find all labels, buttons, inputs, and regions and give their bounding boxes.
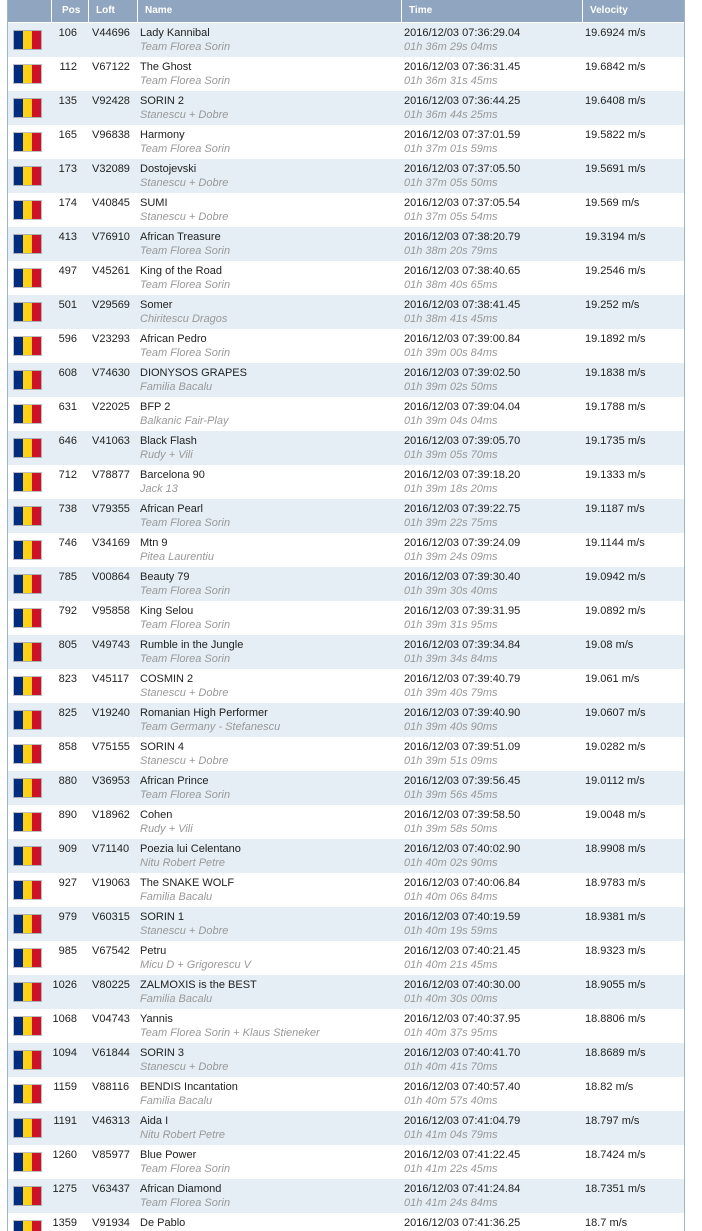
owner-name: Familia Bacalu: [140, 891, 213, 903]
position-cell: 890: [58, 809, 77, 821]
table-row[interactable]: [8, 1145, 684, 1180]
velocity-cell: 18.9381 m/s: [585, 911, 646, 923]
loft-cell: V46313: [92, 1115, 130, 1127]
header-divider: [401, 0, 402, 22]
flight-duration: 01h 39m 40s 79ms: [404, 687, 498, 699]
results-table: [7, 0, 685, 1231]
position-cell: 135: [58, 95, 77, 107]
loft-cell: V92428: [92, 95, 130, 107]
pigeon-name[interactable]: Somer: [140, 299, 173, 311]
owner-name: Familia Bacalu: [140, 1095, 213, 1107]
velocity-cell: 19.1838 m/s: [585, 367, 646, 379]
table-row[interactable]: [8, 125, 684, 160]
pigeon-name[interactable]: SORIN 4: [140, 741, 185, 753]
owner-name: Stanescu + Dobre: [140, 755, 229, 767]
arrival-time: 2016/12/03 07:39:31.95: [404, 605, 521, 617]
pigeon-name[interactable]: The Ghost: [140, 61, 192, 73]
position-cell: 646: [58, 435, 77, 447]
flight-duration: 01h 36m 29s 04ms: [404, 41, 498, 53]
owner-name: Balkanic Fair-Play: [140, 415, 229, 427]
pigeon-name[interactable]: Beauty 79: [140, 571, 190, 583]
owner-name: Team Florea Sorin: [140, 1197, 231, 1209]
position-cell: 1359: [52, 1217, 77, 1229]
arrival-time: 2016/12/03 07:39:05.70: [404, 435, 521, 447]
table-row[interactable]: [8, 533, 684, 568]
header-name[interactable]: Name: [145, 5, 173, 16]
loft-cell: V74630: [92, 367, 130, 379]
table-row[interactable]: [8, 737, 684, 772]
table-row[interactable]: [8, 23, 684, 58]
pigeon-name[interactable]: BFP 2: [140, 401, 171, 413]
header-divider: [137, 0, 138, 22]
arrival-time: 2016/12/03 07:39:40.90: [404, 707, 521, 719]
position-cell: 165: [58, 129, 77, 141]
table-row[interactable]: [8, 771, 684, 806]
flight-duration: 01h 39m 22s 75ms: [404, 517, 498, 529]
position-cell: 738: [58, 503, 77, 515]
loft-cell: V78877: [92, 469, 130, 481]
velocity-cell: 19.0282 m/s: [585, 741, 646, 753]
position-cell: 1094: [52, 1047, 77, 1059]
table-row[interactable]: [8, 261, 684, 296]
owner-name: Team Florea Sorin: [140, 517, 231, 529]
arrival-time: 2016/12/03 07:36:29.04: [404, 27, 521, 39]
loft-cell: V34169: [92, 537, 130, 549]
loft-cell: V80225: [92, 979, 130, 991]
loft-cell: V41063: [92, 435, 130, 447]
flight-duration: 01h 41m 24s 84ms: [404, 1197, 498, 1209]
table-row[interactable]: [8, 295, 684, 330]
velocity-cell: 19.0112 m/s: [585, 775, 645, 787]
header-divider: [582, 0, 583, 22]
arrival-time: 2016/12/03 07:37:05.54: [404, 197, 521, 209]
pigeon-name[interactable]: Black Flash: [140, 435, 197, 447]
loft-cell: V22025: [92, 401, 130, 413]
flight-duration: 01h 36m 44s 25ms: [404, 109, 498, 121]
velocity-cell: 18.82 m/s: [585, 1081, 634, 1093]
position-cell: 1159: [53, 1081, 77, 1093]
velocity-cell: 19.1735 m/s: [585, 435, 646, 447]
position-cell: 501: [58, 299, 77, 311]
arrival-time: 2016/12/03 07:39:00.84: [404, 333, 521, 345]
position-cell: 1026: [52, 979, 77, 991]
owner-name: Stanescu + Dobre: [140, 109, 229, 121]
arrival-time: 2016/12/03 07:37:01.59: [404, 129, 521, 141]
position-cell: 596: [58, 333, 77, 345]
flight-duration: 01h 41m 04s 79ms: [404, 1129, 498, 1141]
owner-name: Rudy + Vili: [140, 823, 193, 835]
arrival-time: 2016/12/03 07:39:18.20: [404, 469, 521, 481]
table-row[interactable]: [8, 91, 684, 126]
position-cell: 173: [58, 163, 77, 175]
position-cell: 106: [58, 27, 77, 39]
loft-cell: V04743: [92, 1013, 130, 1025]
owner-name: Team Germany - Stefanescu: [140, 721, 281, 733]
arrival-time: 2016/12/03 07:40:19.59: [404, 911, 521, 923]
flight-duration: 01h 39m 51s 09ms: [404, 755, 498, 767]
flight-duration: 01h 39m 56s 45ms: [404, 789, 498, 801]
owner-name: Chiritescu Dragos: [140, 313, 228, 325]
table-row[interactable]: [8, 975, 684, 1010]
loft-cell: V67542: [92, 945, 130, 957]
position-cell: 979: [58, 911, 77, 923]
loft-cell: V61844: [92, 1047, 130, 1059]
pigeon-name[interactable]: Petru: [140, 945, 167, 957]
owner-name: Micu D + Grigorescu V: [140, 959, 251, 971]
owner-name: Team Florea Sorin + Klaus Stieneker: [140, 1027, 320, 1039]
table-row[interactable]: [8, 601, 684, 636]
position-cell: 497: [58, 265, 77, 277]
flight-duration: 01h 39m 34s 84ms: [404, 653, 498, 665]
loft-cell: V96838: [92, 129, 130, 141]
arrival-time: 2016/12/03 07:37:05.50: [404, 163, 521, 175]
arrival-time: 2016/12/03 07:40:21.45: [404, 945, 521, 957]
position-cell: 985: [58, 945, 77, 957]
flight-duration: 01h 39m 31s 95ms: [404, 619, 498, 631]
flight-duration: 01h 39m 04s 04ms: [404, 415, 498, 427]
loft-cell: V85977: [92, 1149, 130, 1161]
loft-cell: V67122: [92, 61, 130, 73]
pigeon-name[interactable]: Poezia lui Celentano: [140, 843, 241, 855]
velocity-cell: 19.08 m/s: [585, 639, 634, 651]
pigeon-name[interactable]: Romanian High Performer: [140, 707, 268, 719]
pigeon-name[interactable]: Aida I: [140, 1115, 169, 1127]
owner-name: Team Florea Sorin: [140, 585, 231, 597]
flight-duration: 01h 40m 21s 45ms: [404, 959, 498, 971]
table-row[interactable]: [8, 227, 684, 262]
pigeon-name[interactable]: King Selou: [140, 605, 194, 617]
table-row[interactable]: [8, 1111, 684, 1146]
header-divider: [88, 0, 89, 22]
owner-name: Team Florea Sorin: [140, 789, 231, 801]
velocity-cell: 19.0892 m/s: [585, 605, 646, 617]
flight-duration: 01h 40m 02s 90ms: [404, 857, 498, 869]
velocity-cell: 18.797 m/s: [585, 1115, 640, 1127]
table-row[interactable]: [8, 635, 684, 670]
table-row[interactable]: [8, 397, 684, 432]
owner-name: Stanescu + Dobre: [140, 1061, 229, 1073]
position-cell: 792: [58, 605, 77, 617]
pigeon-name[interactable]: SORIN 1: [140, 911, 185, 923]
table-row[interactable]: [8, 839, 684, 874]
arrival-time: 2016/12/03 07:39:02.50: [404, 367, 521, 379]
loft-cell: V75155: [92, 741, 130, 753]
position-cell: 174: [58, 197, 77, 209]
flight-duration: 01h 39m 05s 70ms: [404, 449, 498, 461]
velocity-cell: 19.5822 m/s: [585, 129, 646, 141]
header-pos[interactable]: Pos: [62, 5, 81, 16]
owner-name: Stanescu + Dobre: [140, 211, 229, 223]
flight-duration: 01h 36m 31s 45ms: [404, 75, 498, 87]
flight-duration: 01h 40m 37s 95ms: [404, 1027, 498, 1039]
owner-name: Stanescu + Dobre: [140, 687, 229, 699]
loft-cell: V60315: [92, 911, 130, 923]
pigeon-name[interactable]: ZALMOXIS is the BEST: [140, 979, 257, 991]
table-row[interactable]: [8, 57, 684, 92]
velocity-cell: 19.061 m/s: [585, 673, 640, 685]
arrival-time: 2016/12/03 07:41:04.79: [404, 1115, 521, 1127]
arrival-time: 2016/12/03 07:41:36.25: [404, 1217, 521, 1229]
owner-name: Familia Bacalu: [140, 381, 213, 393]
flight-duration: 01h 37m 05s 50ms: [404, 177, 498, 189]
position-cell: 1068: [52, 1013, 77, 1025]
position-cell: 413: [58, 231, 77, 243]
velocity-cell: 19.6842 m/s: [585, 61, 646, 73]
loft-cell: V29569: [92, 299, 130, 311]
owner-name: Stanescu + Dobre: [140, 925, 229, 937]
flight-duration: 01h 37m 05s 54ms: [404, 211, 498, 223]
position-cell: 608: [58, 367, 77, 379]
loft-cell: V45117: [92, 673, 130, 685]
velocity-cell: 19.2546 m/s: [585, 265, 646, 277]
header-loft[interactable]: Loft: [96, 5, 115, 16]
velocity-cell: 18.9055 m/s: [585, 979, 646, 991]
header-velocity[interactable]: Velocity: [590, 5, 628, 16]
position-cell: 746: [58, 537, 77, 549]
velocity-cell: 19.3194 m/s: [585, 231, 646, 243]
owner-name: Familia Bacalu: [140, 993, 213, 1005]
velocity-cell: 18.7424 m/s: [585, 1149, 646, 1161]
arrival-time: 2016/12/03 07:38:40.65: [404, 265, 521, 277]
loft-cell: V91934: [92, 1217, 130, 1229]
arrival-time: 2016/12/03 07:38:41.45: [404, 299, 521, 311]
loft-cell: V49743: [92, 639, 130, 651]
pigeon-name[interactable]: Yannis: [140, 1013, 173, 1025]
table-row[interactable]: [8, 431, 684, 466]
pigeon-name[interactable]: COSMIN 2: [140, 673, 194, 685]
flight-duration: 01h 39m 58s 50ms: [404, 823, 498, 835]
loft-cell: V76910: [92, 231, 130, 243]
arrival-time: 2016/12/03 07:40:02.90: [404, 843, 521, 855]
velocity-cell: 18.9908 m/s: [585, 843, 646, 855]
position-cell: 785: [58, 571, 77, 583]
pigeon-name[interactable]: African Treasure: [140, 231, 221, 243]
velocity-cell: 19.6408 m/s: [585, 95, 646, 107]
arrival-time: 2016/12/03 07:40:37.95: [404, 1013, 521, 1025]
loft-cell: V79355: [92, 503, 130, 515]
flight-duration: 01h 40m 19s 59ms: [404, 925, 498, 937]
table-row[interactable]: [8, 873, 684, 908]
velocity-cell: 19.0607 m/s: [585, 707, 646, 719]
owner-name: Team Florea Sorin: [140, 41, 231, 53]
flight-duration: 01h 39m 18s 20ms: [404, 483, 498, 495]
table-row[interactable]: [8, 703, 684, 738]
velocity-cell: 19.1788 m/s: [585, 401, 646, 413]
loft-cell: V44696: [92, 27, 130, 39]
loft-cell: V32089: [92, 163, 130, 175]
pigeon-name[interactable]: African Pearl: [140, 503, 203, 515]
owner-name: Team Florea Sorin: [140, 245, 231, 257]
loft-cell: V40845: [92, 197, 130, 209]
pigeon-name[interactable]: Dostojevski: [140, 163, 197, 175]
loft-cell: V45261: [92, 265, 130, 277]
flight-duration: 01h 39m 24s 09ms: [404, 551, 498, 563]
position-cell: 712: [58, 469, 77, 481]
owner-name: Team Florea Sorin: [140, 75, 231, 87]
flight-duration: 01h 40m 06s 84ms: [404, 891, 498, 903]
table-row[interactable]: [8, 805, 684, 840]
arrival-time: 2016/12/03 07:38:20.79: [404, 231, 521, 243]
velocity-cell: 19.5691 m/s: [585, 163, 646, 175]
pigeon-name[interactable]: King of the Road: [140, 265, 222, 277]
loft-cell: V19063: [92, 877, 130, 889]
owner-name: Team Florea Sorin: [140, 1163, 231, 1175]
flight-duration: 01h 38m 40s 65ms: [404, 279, 498, 291]
pigeon-name[interactable]: BENDIS Incantation: [140, 1081, 238, 1093]
velocity-cell: 19.0048 m/s: [585, 809, 646, 821]
flight-duration: 01h 38m 20s 79ms: [404, 245, 498, 257]
arrival-time: 2016/12/03 07:40:57.40: [404, 1081, 521, 1093]
loft-cell: V71140: [92, 843, 130, 855]
pigeon-name[interactable]: The SNAKE WOLF: [140, 877, 235, 889]
table-row[interactable]: [8, 329, 684, 364]
header-divider: [51, 0, 52, 22]
position-cell: 825: [58, 707, 77, 719]
owner-name: Nitu Robert Petre: [140, 1129, 225, 1141]
velocity-cell: 19.1144 m/s: [585, 537, 645, 549]
position-cell: 927: [58, 877, 77, 889]
owner-name: Team Florea Sorin: [140, 347, 231, 359]
velocity-cell: 18.9323 m/s: [585, 945, 646, 957]
arrival-time: 2016/12/03 07:39:30.40: [404, 571, 521, 583]
table-row[interactable]: [8, 567, 684, 602]
arrival-time: 2016/12/03 07:39:56.45: [404, 775, 521, 787]
loft-cell: V00864: [92, 571, 130, 583]
loft-cell: V23293: [92, 333, 130, 345]
position-cell: 909: [58, 843, 77, 855]
owner-name: Stanescu + Dobre: [140, 177, 229, 189]
arrival-time: 2016/12/03 07:36:44.25: [404, 95, 521, 107]
flight-duration: 01h 39m 00s 84ms: [404, 347, 498, 359]
velocity-cell: 18.7 m/s: [585, 1217, 628, 1229]
table-row[interactable]: [8, 1009, 684, 1044]
position-cell: 1275: [52, 1183, 77, 1195]
table-row[interactable]: [8, 1179, 684, 1214]
arrival-time: 2016/12/03 07:41:22.45: [404, 1149, 521, 1161]
flight-duration: 01h 37m 01s 59ms: [404, 143, 498, 155]
position-cell: 880: [58, 775, 77, 787]
arrival-time: 2016/12/03 07:39:34.84: [404, 639, 521, 651]
velocity-cell: 19.0942 m/s: [585, 571, 646, 583]
arrival-time: 2016/12/03 07:39:04.04: [404, 401, 521, 413]
velocity-cell: 19.6924 m/s: [585, 27, 646, 39]
arrival-time: 2016/12/03 07:41:24.84: [404, 1183, 521, 1195]
position-cell: 805: [58, 639, 77, 651]
position-cell: 112: [59, 61, 77, 73]
velocity-cell: 18.9783 m/s: [585, 877, 646, 889]
table-row[interactable]: [8, 159, 684, 194]
pigeon-name[interactable]: African Pedro: [140, 333, 207, 345]
pigeon-name[interactable]: Lady Kannibal: [140, 27, 210, 39]
owner-name: Jack 13: [140, 483, 178, 495]
flight-duration: 01h 40m 30s 00ms: [404, 993, 498, 1005]
pigeon-name[interactable]: Barcelona 90: [140, 469, 205, 481]
pigeon-name[interactable]: SORIN 2: [140, 95, 185, 107]
table-row[interactable]: [8, 1043, 684, 1078]
position-cell: 631: [58, 401, 77, 413]
arrival-time: 2016/12/03 07:39:51.09: [404, 741, 521, 753]
owner-name: Team Florea Sorin: [140, 653, 231, 665]
velocity-cell: 19.1333 m/s: [585, 469, 646, 481]
pigeon-name[interactable]: Blue Power: [140, 1149, 197, 1161]
arrival-time: 2016/12/03 07:39:58.50: [404, 809, 521, 821]
pigeon-name[interactable]: SUMI: [140, 197, 168, 209]
loft-cell: V95858: [92, 605, 130, 617]
pigeon-name[interactable]: African Prince: [140, 775, 209, 787]
table-row[interactable]: [8, 1077, 684, 1112]
pigeon-name[interactable]: De Pablo: [140, 1217, 186, 1229]
velocity-cell: 19.1187 m/s: [585, 503, 645, 515]
flight-duration: 01h 39m 40s 90ms: [404, 721, 498, 733]
loft-cell: V19240: [92, 707, 130, 719]
table-row[interactable]: [8, 193, 684, 228]
arrival-time: 2016/12/03 07:40:41.70: [404, 1047, 521, 1059]
owner-name: Nitu Robert Petre: [140, 857, 225, 869]
pigeon-name[interactable]: DIONYSOS GRAPES: [140, 367, 247, 379]
flight-duration: 01h 39m 30s 40ms: [404, 585, 498, 597]
velocity-cell: 19.569 m/s: [585, 197, 640, 209]
arrival-time: 2016/12/03 07:39:24.09: [404, 537, 521, 549]
loft-cell: V18962: [92, 809, 130, 821]
loft-cell: V36953: [92, 775, 130, 787]
table-header: [8, 0, 684, 23]
owner-name: Team Florea Sorin: [140, 619, 231, 631]
arrival-time: 2016/12/03 07:40:06.84: [404, 877, 521, 889]
owner-name: Rudy + Vili: [140, 449, 193, 461]
flight-duration: 01h 40m 57s 40ms: [404, 1095, 498, 1107]
owner-name: Team Florea Sorin: [140, 143, 231, 155]
pigeon-name[interactable]: Rumble in the Jungle: [140, 639, 244, 651]
table-row[interactable]: [8, 499, 684, 534]
velocity-cell: 19.1892 m/s: [585, 333, 646, 345]
table-row[interactable]: [8, 465, 684, 500]
flight-duration: 01h 38m 41s 45ms: [404, 313, 498, 325]
position-cell: 1191: [53, 1115, 77, 1127]
flight-duration: 01h 41m 22s 45ms: [404, 1163, 498, 1175]
table-row[interactable]: [8, 1213, 684, 1231]
velocity-cell: 18.8806 m/s: [585, 1013, 646, 1025]
arrival-time: 2016/12/03 07:36:31.45: [404, 61, 521, 73]
velocity-cell: 18.7351 m/s: [585, 1183, 646, 1195]
position-cell: 858: [58, 741, 77, 753]
table-row[interactable]: [8, 669, 684, 704]
table-row[interactable]: [8, 907, 684, 942]
velocity-cell: 19.252 m/s: [585, 299, 640, 311]
owner-name: Team Florea Sorin: [140, 279, 231, 291]
pigeon-name[interactable]: African Diamond: [140, 1183, 222, 1195]
arrival-time: 2016/12/03 07:40:30.00: [404, 979, 521, 991]
header-time[interactable]: Time: [409, 5, 433, 16]
velocity-cell: 18.8689 m/s: [585, 1047, 646, 1059]
pigeon-name[interactable]: Cohen: [140, 809, 173, 821]
pigeon-name[interactable]: Mtn 9: [140, 537, 168, 549]
pigeon-name[interactable]: SORIN 3: [140, 1047, 185, 1059]
loft-cell: V63437: [92, 1183, 130, 1195]
flight-duration: 01h 40m 41s 70ms: [404, 1061, 498, 1073]
table-row[interactable]: [8, 363, 684, 398]
loft-cell: V88116: [92, 1081, 130, 1093]
table-row[interactable]: [8, 941, 684, 976]
arrival-time: 2016/12/03 07:39:22.75: [404, 503, 521, 515]
position-cell: 823: [58, 673, 77, 685]
pigeon-name[interactable]: Harmony: [140, 129, 185, 141]
flight-duration: 01h 39m 02s 50ms: [404, 381, 498, 393]
arrival-time: 2016/12/03 07:39:40.79: [404, 673, 521, 685]
owner-name: Pitea Laurentiu: [140, 551, 214, 563]
position-cell: 1260: [52, 1149, 77, 1161]
